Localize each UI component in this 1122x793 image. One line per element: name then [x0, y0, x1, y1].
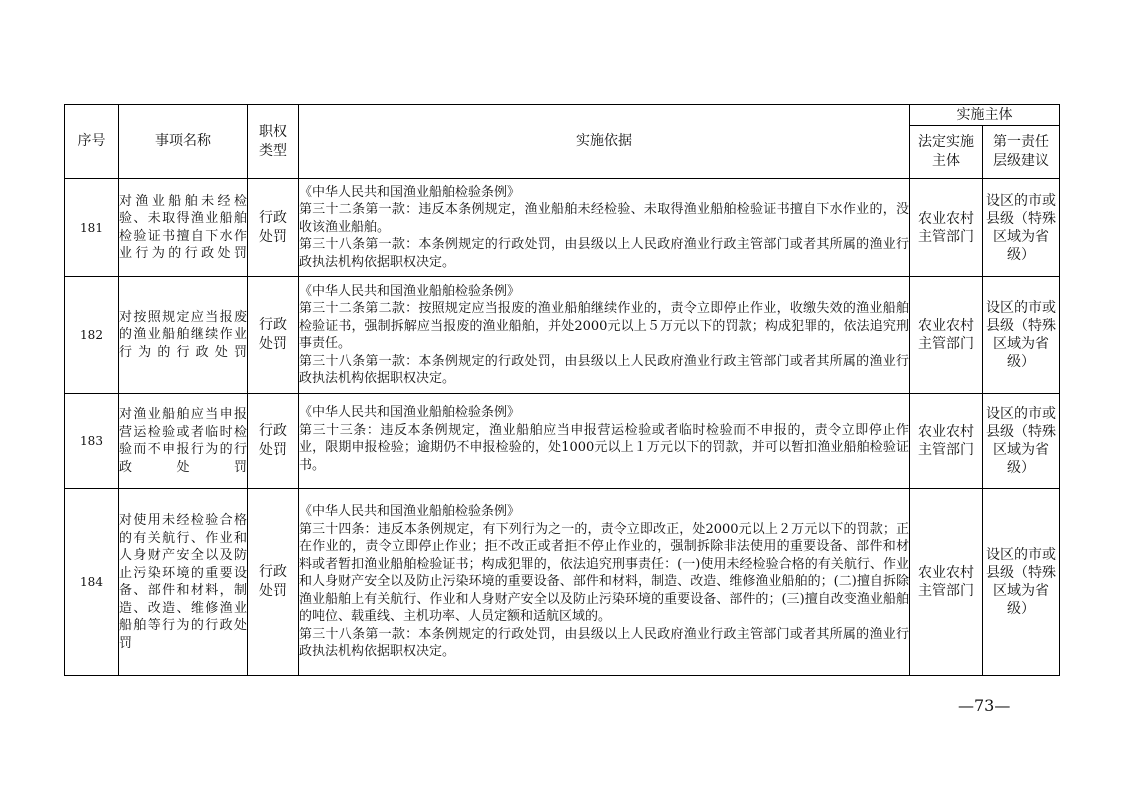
basis-paragraph: 《中华人民共和国渔业船舶检验条例》: [299, 184, 521, 200]
row-basis: [299, 179, 910, 277]
header-first-level-text: 第一责任层级建议: [993, 134, 1049, 169]
header-seq: 序号: [65, 105, 119, 179]
row-seq: 182: [65, 277, 119, 394]
row-level: [983, 394, 1060, 489]
row-subject-text: 农业农村主管部门: [918, 210, 974, 245]
header-first-level: [983, 126, 1060, 179]
row-basis: [299, 277, 910, 394]
basis-paragraph: 第三十八条第一款：本条例规定的行政处罚，由县级以上人民政府渔业行政主管部门或者其所属的渔业行政执法机构依据职权决定。: [299, 353, 909, 386]
row-subject-text: 农业农村主管部门: [918, 424, 974, 458]
page-number: —73—: [958, 696, 1011, 715]
header-legal-subject: [910, 126, 983, 179]
header-basis: 实施依据: [299, 105, 910, 179]
row-level-text: 设区的市或县级（特殊区域为省级）: [986, 406, 1056, 476]
basis-paragraph: 第三十二条第一款：违反本条例规定，渔业船舶未经检验、未取得渔业船舶检验证书擅自下水作业的，没收该渔业船舶。: [299, 202, 909, 235]
basis-paragraph: 第三十三条：违反本条例规定，渔业船舶应当申报营运检验或者临时检验而不申报的，责令立即停止作业，限期申报检验；逾期仍不申报检验的，处1000元以上１万元以下的罚款，并可以暂扣渔业船舶检验证书。: [299, 422, 909, 473]
basis-paragraph: 《中华人民共和国渔业船舶检验条例》: [299, 405, 521, 420]
row-subject-text: 农业农村主管部门: [918, 318, 974, 352]
row-name: 对渔业船舶应当申报营运检验或者临时检验而不申报行为的行政处罚: [119, 394, 248, 489]
row-subject-text: 农业农村主管部门: [918, 565, 974, 599]
header-implementer: 实施主体: [910, 105, 1060, 126]
row-name: 对使用未经检验合格的有关航行、作业和人身财产安全以及防止污染环境的重要设备、部件和材料，制造、改造、维修渔业船舶等行为的行政处罚: [119, 489, 248, 676]
row-basis: [299, 394, 910, 489]
row-level: [983, 489, 1060, 676]
row-type: [248, 179, 299, 277]
row-type: [248, 489, 299, 676]
header-name: 事项名称: [119, 105, 248, 179]
row-name: 对按照规定应当报废的渔业船舶继续作业行为的行政处罚: [119, 277, 248, 394]
row-subject: [910, 489, 983, 676]
row-basis: [299, 489, 910, 676]
row-seq: 181: [65, 179, 119, 277]
basis-paragraph: 第三十八条第一款：本条例规定的行政处罚，由县级以上人民政府渔业行政主管部门或者其所属的渔业行政执法机构依据职权决定。: [299, 626, 909, 660]
basis-paragraph: 第三十八条第一款：本条例规定的行政处罚，由县级以上人民政府渔业行政主管部门或者其所属的渔业行政执法机构依据职权决定。: [299, 237, 909, 270]
row-subject: [910, 394, 983, 489]
basis-paragraph: 《中华人民共和国渔业船舶检验条例》: [299, 504, 521, 520]
table-row: [65, 179, 1060, 277]
row-seq: 184: [65, 489, 119, 676]
row-type-text: 行政处罚: [259, 423, 287, 458]
table-row: [65, 489, 1060, 676]
table-row: [65, 394, 1060, 489]
row-level-text: 设区的市或县级（特殊区域为省级）: [986, 192, 1056, 263]
header-type-text: 职权类型: [259, 123, 287, 159]
basis-paragraph: 《中华人民共和国渔业船舶检验条例》: [299, 283, 521, 299]
row-subject: [910, 179, 983, 277]
header-type: [248, 105, 299, 179]
row-name: 对渔业船舶未经检验、未取得渔业船舶检验证书擅自下水作业行为的行政处罚: [119, 179, 248, 277]
basis-paragraph: 第三十二条第二款：按照规定应当报废的渔业船舶继续作业的，责令立即停止作业，收缴失效的渔业船舶检验证书，强制拆解应当报废的渔业船舶，并处2000元以上５万元以下的罚款；构成犯罪的，依法追究刑事责任。: [299, 301, 909, 351]
basis-paragraph: 第三十四条：违反本条例规定，有下列行为之一的，责令立即改正，处2000元以上２万元以下的罚款；正在作业的，责令立即停止作业；拒不改正或者拒不停止作业的，强制拆除非法使用的重要设备、部件和材料或者暂扣渔业船舶检验证书；构成犯罪的，依法追究刑事责任：(一)使用未经检验合格的有关航行、作业和人身财产安全以及防止污染环境的重要设备、部件和材料，制造、改造、维修渔业船舶的；(二)擅自拆除渔业船舶上有关航行、作业和人身财产安全以及防止污染环境的重要设备、部件的；(三)擅自改变渔业船舶的吨位、载重线、主机功率、人员定额和适航区域的。: [299, 521, 909, 625]
row-subject: [910, 277, 983, 394]
row-type-text: 行政处罚: [259, 564, 287, 599]
row-seq: 183: [65, 394, 119, 489]
row-type-text: 行政处罚: [259, 317, 287, 352]
row-type-text: 行政处罚: [259, 209, 287, 245]
table-row: [65, 277, 1060, 394]
row-level-text: 设区的市或县级（特殊区域为省级）: [986, 547, 1056, 617]
row-level-text: 设区的市或县级（特殊区域为省级）: [986, 300, 1056, 370]
row-type: [248, 394, 299, 489]
header-legal-subject-text: 法定实施主体: [918, 134, 974, 169]
enforcement-items-table: [64, 104, 1060, 676]
row-type: [248, 277, 299, 394]
row-level: [983, 277, 1060, 394]
row-level: [983, 179, 1060, 277]
